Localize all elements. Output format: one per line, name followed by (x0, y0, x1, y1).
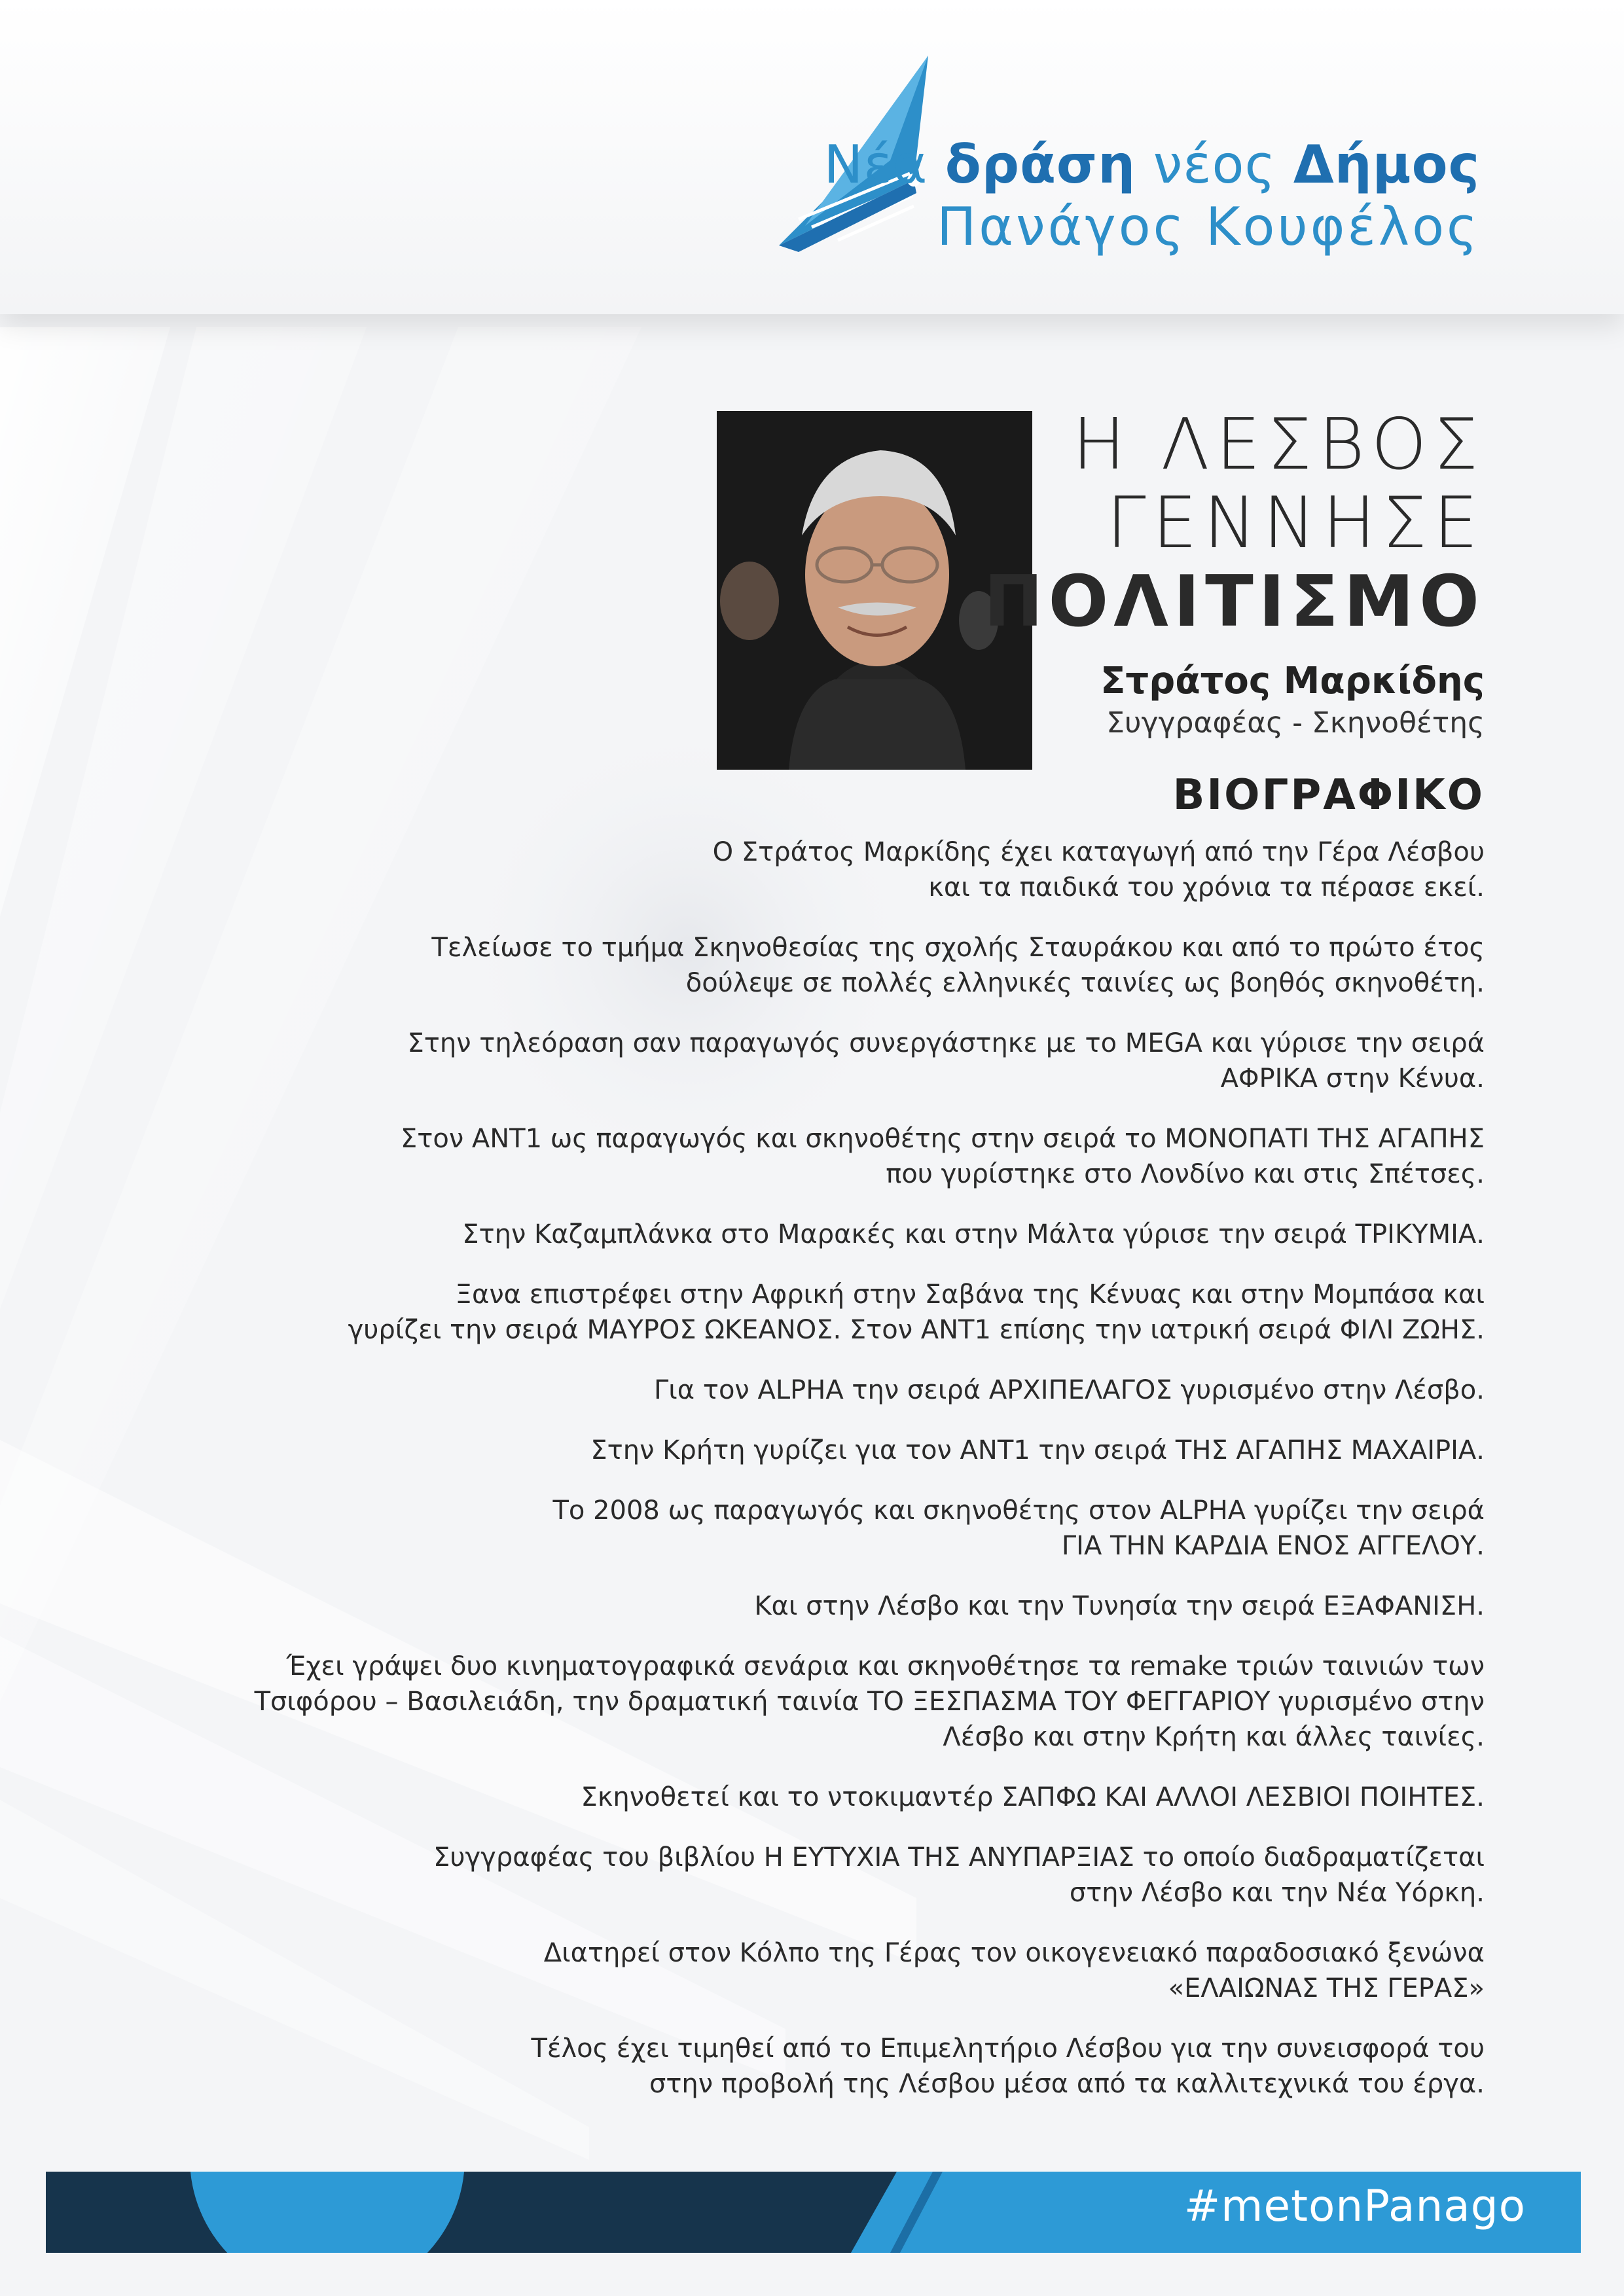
bio-line: Τέλος έχει τιμηθεί από το Επιμελητήριο Λέσβου για την συνεισφορά του (531, 2034, 1485, 2064)
bio-line: Συγγραφέας του βιβλίου Η ΕΥΤΥΧΙΑ ΤΗΣ ΑΝΥΠΑΡΞΙΑΣ το οποίο διαδραματίζεται (433, 1842, 1485, 1873)
bio-line: Τσιφόρου – Βασιλειάδη, την δραματική ταινία ΤΟ ΞΕΣΠΑΣΜΑ ΤΟΥ ΦΕΓΓΑΡΙΟΥ γυρισμένο στην (254, 1687, 1485, 1717)
bio-paragraph (241, 1026, 1485, 1096)
person-name: Στράτος Μαρκίδης (1100, 660, 1485, 702)
bio-line: Για τον ALPHA την σειρά ΑΡΧΙΠΕΛΑΓΟΣ γυρισμένο στην Λέσβο. (653, 1375, 1485, 1405)
bio-paragraph (241, 1433, 1485, 1468)
bio-paragraph (241, 1277, 1485, 1348)
bio-paragraph (241, 1840, 1485, 1910)
bio-line: ΑΦΡΙΚΑ στην Κένυα. (1220, 1064, 1485, 1094)
bio-line: Τελείωσε το τμήμα Σκηνοθεσίας της σχολής Σταυράκου και από το πρώτο έτος (431, 933, 1485, 963)
title-line-2: ΓΕΝΝΗΣΕ (1106, 482, 1485, 564)
slogan: Νέα δράση νέος Δήμος (823, 134, 1480, 195)
bio-paragraph (241, 834, 1485, 905)
biography-text (241, 834, 1485, 2126)
bio-paragraph (241, 1780, 1485, 1815)
person-role: Συγγραφέας - Σκηνοθέτης (1106, 706, 1485, 740)
bio-line: Σκηνοθετεί και το ντοκιμαντέρ ΣΑΠΦΩ ΚΑΙ ΑΛΛΟΙ ΛΕΣΒΙΟΙ ΠΟΙΗΤΕΣ. (581, 1782, 1485, 1812)
bio-heading: ΒΙΟΓΡΑΦΙΚΟ (1172, 771, 1485, 819)
title-line-1: Η ΛΕΣΒΟΣ (1072, 404, 1485, 486)
bio-line: Και στην Λέσβο και την Τυνησία την σειρά ΕΞΑΦΑΝΙΣΗ. (754, 1591, 1485, 1621)
bio-paragraph (241, 1217, 1485, 1252)
bio-line: Στην Κρήτη γυρίζει για τον ΑΝΤ1 την σειρά ΤΗΣ ΑΓΑΠΗΣ ΜΑΧΑΙΡΙΑ. (590, 1435, 1485, 1465)
bio-line: Στην τηλεόραση σαν παραγωγός συνεργάστηκε με το MEGA και γύρισε την σειρά (407, 1028, 1485, 1058)
bio-line: και τα παιδικά του χρόνια τα πέρασε εκεί. (928, 872, 1485, 903)
bio-line: στην Λέσβο και την Νέα Υόρκη. (1069, 1878, 1485, 1908)
bio-line: Έχει γράψει δυο κινηματογραφικά σενάρια και σκηνοθέτησε τα remake τριών ταινιών των (286, 1651, 1485, 1681)
bio-paragraph (241, 930, 1485, 1001)
bio-paragraph (241, 1588, 1485, 1624)
title-line-3: ΠΟΛΙΤΙΣΜΟ (984, 561, 1485, 643)
bio-line: Στον ΑΝΤ1 ως παραγωγός και σκηνοθέτης στην σειρά το ΜΟΝΟΠΑΤΙ ΤΗΣ ΑΓΑΠΗΣ (401, 1124, 1485, 1154)
bio-line: Ο Στράτος Μαρκίδης έχει καταγωγή από την Γέρα Λέσβου (712, 837, 1485, 867)
hashtag: #metonPanago (1183, 2181, 1526, 2231)
bio-line: δούλεψε σε πολλές ελληνικές ταινίες ως βοηθός σκηνοθέτη. (685, 968, 1485, 998)
bio-paragraph (241, 1121, 1485, 1192)
bio-line: Το 2008 ως παραγωγός και σκηνοθέτης στον ALPHA γυρίζει την σειρά (552, 1496, 1485, 1526)
bio-paragraph (241, 1649, 1485, 1755)
title-block (984, 406, 1485, 819)
bio-line: που γυρίστηκε στο Λονδίνο και στις Σπέτσες. (886, 1159, 1485, 1189)
bio-line: γυρίζει την σειρά ΜΑΥΡΟΣ ΩΚΕΑΝΟΣ. Στον ΑΝΤ1 επίσης την ιατρική σειρά ΦΙΛΙ ΖΩΗΣ. (348, 1315, 1485, 1345)
bio-paragraph (241, 1493, 1485, 1564)
bio-line: Διατηρεί στον Κόλπο της Γέρας τον οικογενειακό παραδοσιακό ξενώνα (543, 1938, 1485, 1968)
bio-line: στην προβολή της Λέσβου μέσα από τα καλλιτεχνικά του έργα. (649, 2069, 1485, 2099)
bio-paragraph (241, 1372, 1485, 1408)
bio-line: Ξανα επιστρέφει στην Αφρική στην Σαβάνα της Κένυας και στην Μομπάσα και (455, 1280, 1485, 1310)
candidate-name: Πανάγος Κουφέλος (937, 196, 1480, 257)
bio-line: «ΕΛΑΙΩΝΑΣ ΤΗΣ ΓΕΡΑΣ» (1168, 1973, 1485, 2003)
bio-line: Στην Καζαμπλάνκα στο Μαρακές και στην Μάλτα γύρισε την σειρά ΤΡΙΚΥΜΙΑ. (462, 1219, 1485, 1249)
bio-paragraph (241, 1935, 1485, 2006)
bio-paragraph (241, 2031, 1485, 2102)
bio-line: ΓΙΑ ΤΗΝ ΚΑΡΔΙΑ ΕΝΟΣ ΑΓΓΕΛΟΥ. (1061, 1531, 1485, 1561)
bio-line: Λέσβο και στην Κρήτη και άλλες ταινίες. (943, 1722, 1485, 1752)
